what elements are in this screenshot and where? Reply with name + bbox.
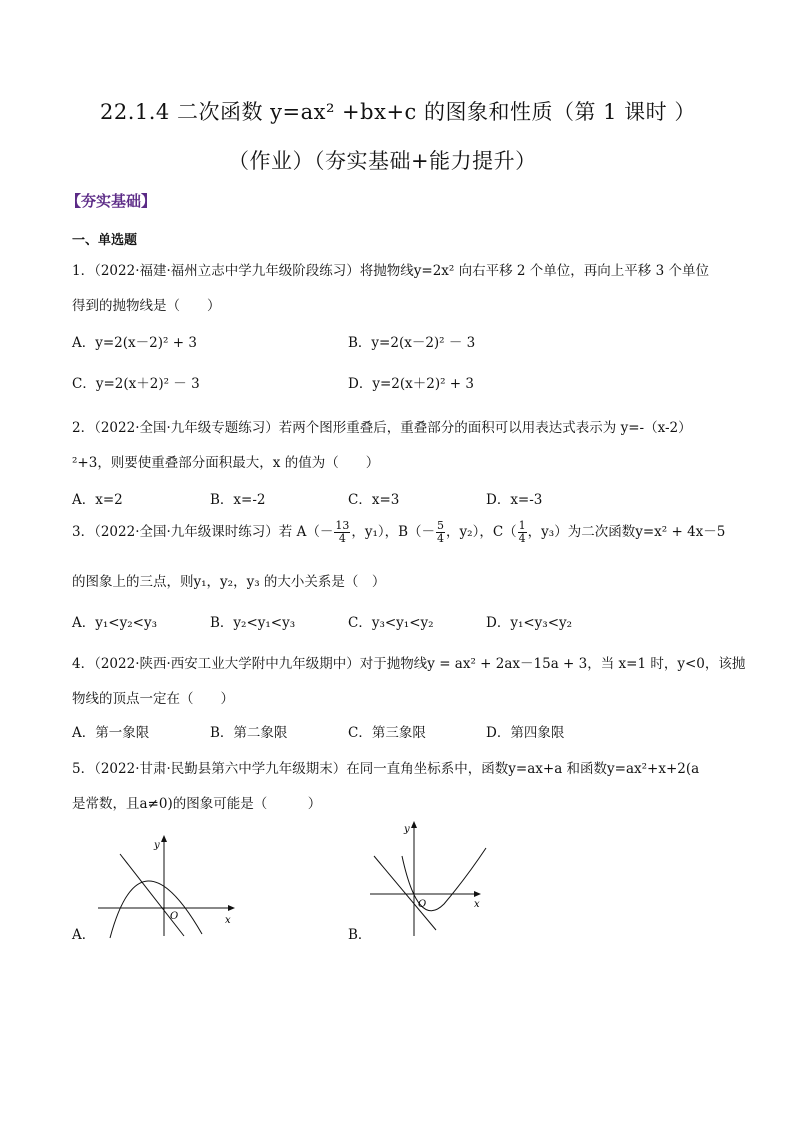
q3-mid1: ，y₁），B（－ [351, 524, 436, 540]
page-title-line1: 22.1.4 二次函数 y=ax² +bx+c 的图象和性质（第 1 课时 ） [100, 100, 696, 124]
fraction-denominator: 4 [338, 532, 346, 545]
q1-option-c[interactable]: C．y=2(x＋2)² － 3 [72, 376, 200, 392]
q4-option-d[interactable]: D．第四象限 [486, 725, 565, 741]
q2-stem-line1: 2．（2022·全国·九年级专题练习）若两个图形重叠后，重叠部分的面积可以用表达式表示为 y=-（x-2） [72, 420, 692, 436]
q1-option-a[interactable]: A．y=2(x－2)² + 3 [72, 335, 197, 351]
q3-fraction-a [334, 520, 350, 545]
q1-option-b[interactable]: B．y=2(x－2)² － 3 [348, 335, 476, 351]
q3-suffix: ，y₃）为二次函数y=x² + 4x－5 [527, 524, 726, 540]
q4-option-a[interactable]: A．第一象限 [72, 725, 150, 741]
x-axis-label: x [474, 899, 480, 910]
fraction-numerator: 1 [518, 519, 526, 532]
fraction-denominator: 4 [437, 532, 445, 545]
q5-stem-line2: 是常数，且a≠0)的图象可能是（ ） [72, 796, 322, 812]
q2-stem-line2: ²+3，则要使重叠部分面积最大，x 的值为（ ） [72, 455, 380, 471]
q3-option-a[interactable]: A．y₁<y₂<y₃ [72, 615, 157, 631]
q3-option-b[interactable]: B．y₂<y₁<y₃ [210, 615, 296, 631]
page-title-line2: （作业）（夯实基础+能力提升） [228, 149, 537, 173]
q3-fraction-b [436, 520, 445, 545]
y-axis-arrow-icon [411, 821, 417, 828]
q2-option-d[interactable]: D．x=-3 [486, 492, 543, 508]
q3-mid2: ，y₂），C（ [446, 524, 517, 540]
q3-stem-line1 [72, 520, 725, 545]
x-axis-label: x [225, 915, 231, 926]
q5-graph-b[interactable] [366, 818, 496, 942]
q5-graph-a[interactable] [92, 832, 242, 942]
q5-stem-line1: 5．（2022·甘肃·民勤县第六中学九年级期末）在同一直角坐标系中，函数y=ax+a 和函数y=ax²+x+2(a [72, 761, 700, 777]
x-axis-arrow-icon [228, 905, 235, 911]
q3-stem-line2: 的图象上的三点，则y₁，y₂，y₃ 的大小关系是（ ） [72, 574, 386, 590]
q1-option-d[interactable]: D．y=2(x＋2)² + 3 [348, 376, 474, 392]
x-axis-arrow-icon [474, 891, 481, 897]
q3-fraction-c [518, 520, 527, 545]
fraction-denominator: 4 [518, 532, 526, 545]
q4-stem-line1: 4．（2022·陕西·西安工业大学附中九年级期中）对于抛物线y = ax² + 2ax－15a + 3，当 x=1 时，y<0，该抛 [72, 656, 746, 672]
q2-option-b[interactable]: B．x=-2 [210, 492, 266, 508]
origin-label: O [418, 899, 427, 910]
parabola-curve [110, 881, 202, 938]
q2-option-c[interactable]: C．x=3 [348, 492, 400, 508]
q5-option-a[interactable]: A． [72, 927, 96, 943]
q4-stem-line2: 物线的顶点一定在（ ） [72, 691, 234, 707]
section-tag: 【夯实基础】 [66, 192, 157, 210]
origin-label: O [170, 911, 179, 922]
q1-stem-line1: 1．（2022·福建·福州立志中学九年级阶段练习）将抛物线y=2x² 向右平移 2 个单位，再向上平移 3 个单位 [72, 263, 709, 279]
q5-option-b[interactable]: B． [348, 927, 372, 943]
q3-prefix: 3．（2022·全国·九年级课时练习）若 A（－ [72, 524, 334, 540]
q1-stem-line2: 得到的抛物线是（ ） [72, 298, 221, 314]
q3-option-d[interactable]: D．y₁<y₃<y₂ [486, 615, 573, 631]
y-axis-label: y [404, 824, 410, 835]
q4-option-c[interactable]: C．第三象限 [348, 725, 426, 741]
q2-option-a[interactable]: A．x=2 [72, 492, 123, 508]
q4-option-b[interactable]: B．第二象限 [210, 725, 288, 741]
fraction-numerator: 5 [437, 519, 445, 532]
q3-option-c[interactable]: C．y₃<y₁<y₂ [348, 615, 434, 631]
fraction-numerator: 13 [335, 519, 350, 532]
y-axis-arrow-icon [161, 835, 167, 842]
section-heading: 一、单选题 [72, 233, 138, 248]
y-axis-label: y [154, 840, 160, 851]
